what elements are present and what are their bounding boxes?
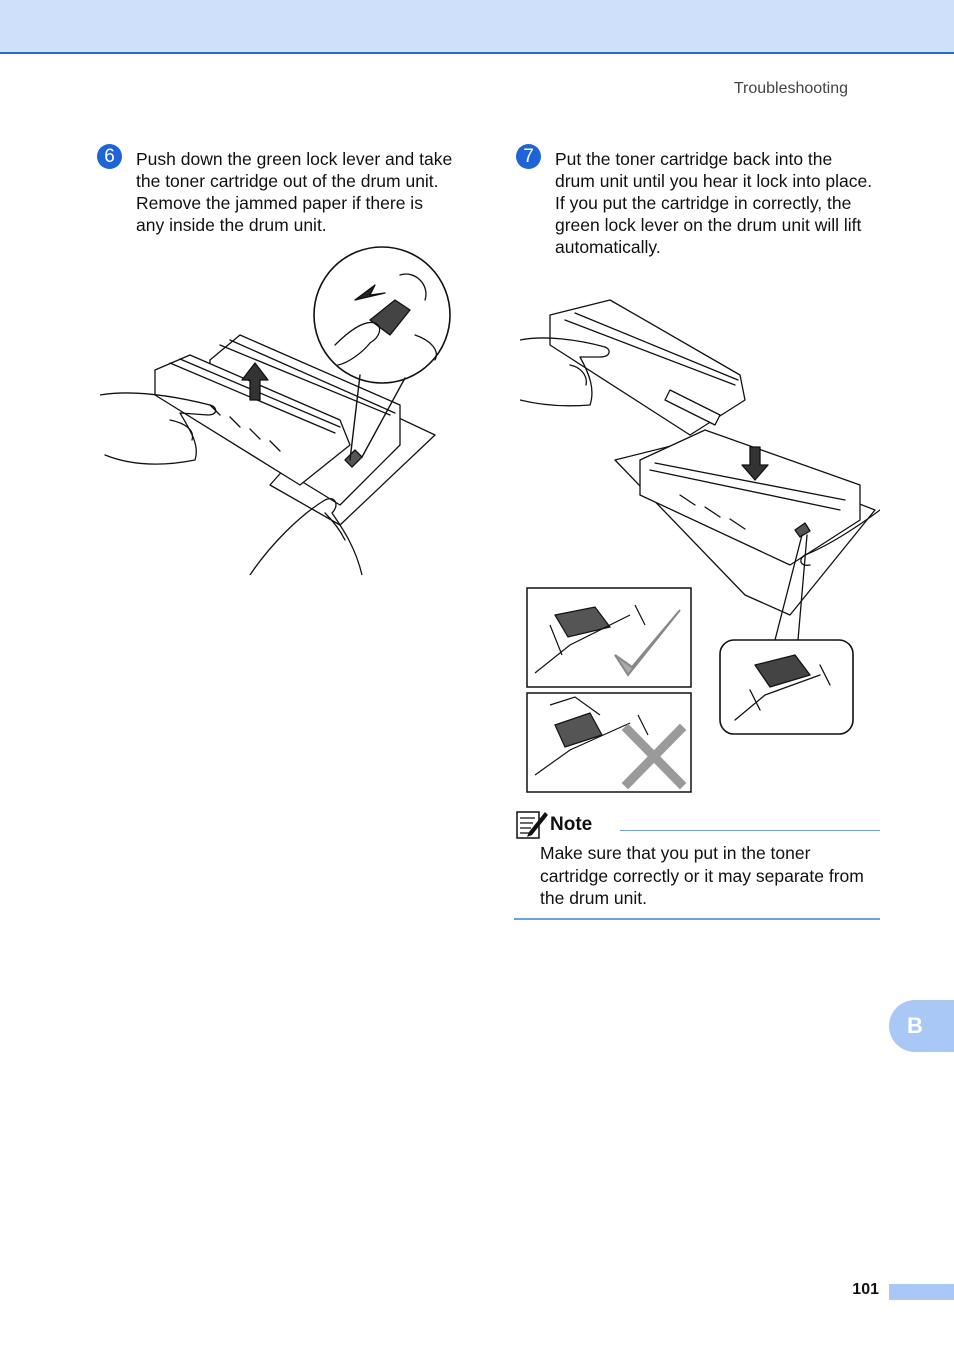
note-divider-top	[620, 830, 880, 831]
note-line: the drum unit.	[540, 888, 647, 908]
step-6-line: any inside the drum unit.	[136, 215, 327, 235]
chapter-tab: B	[889, 1000, 954, 1052]
top-header-band	[0, 0, 954, 54]
note-text	[540, 842, 885, 910]
note-line: Make sure that you put in the toner	[540, 843, 811, 863]
step-7-line: green lock lever on the drum unit will lift	[555, 215, 862, 235]
step-6-badge: 6	[97, 144, 122, 169]
step-7-line: automatically.	[555, 237, 661, 257]
step-7-line: drum unit until you hear it lock into place.	[555, 171, 873, 191]
step-6-line: the toner cartridge out of the drum unit.	[136, 171, 439, 191]
step-7-line: Put the toner cartridge back into the	[555, 149, 833, 169]
note-line: cartridge correctly or it may separate from	[540, 865, 864, 886]
note-divider-bottom	[514, 918, 880, 920]
running-head: Troubleshooting	[733, 80, 848, 97]
remove-toner-illustration	[100, 245, 460, 575]
incorrect-lever-panel	[527, 693, 691, 792]
step-7-line: If you put the cartridge in correctly, the	[555, 193, 852, 213]
step-6-line: Push down the green lock lever and take	[136, 149, 453, 169]
page-number: 101	[852, 1281, 879, 1298]
note-title: Note	[550, 814, 593, 835]
page-number-tab	[889, 1284, 954, 1300]
step-7-badge: 7	[516, 144, 541, 169]
step-6-text	[136, 148, 452, 236]
pencil-note-icon	[515, 808, 549, 840]
correct-lever-panel	[527, 588, 691, 687]
insert-toner-illustration	[520, 295, 880, 800]
step-7-text	[555, 148, 872, 258]
step-6-line: Remove the jammed paper if there is	[136, 193, 423, 213]
